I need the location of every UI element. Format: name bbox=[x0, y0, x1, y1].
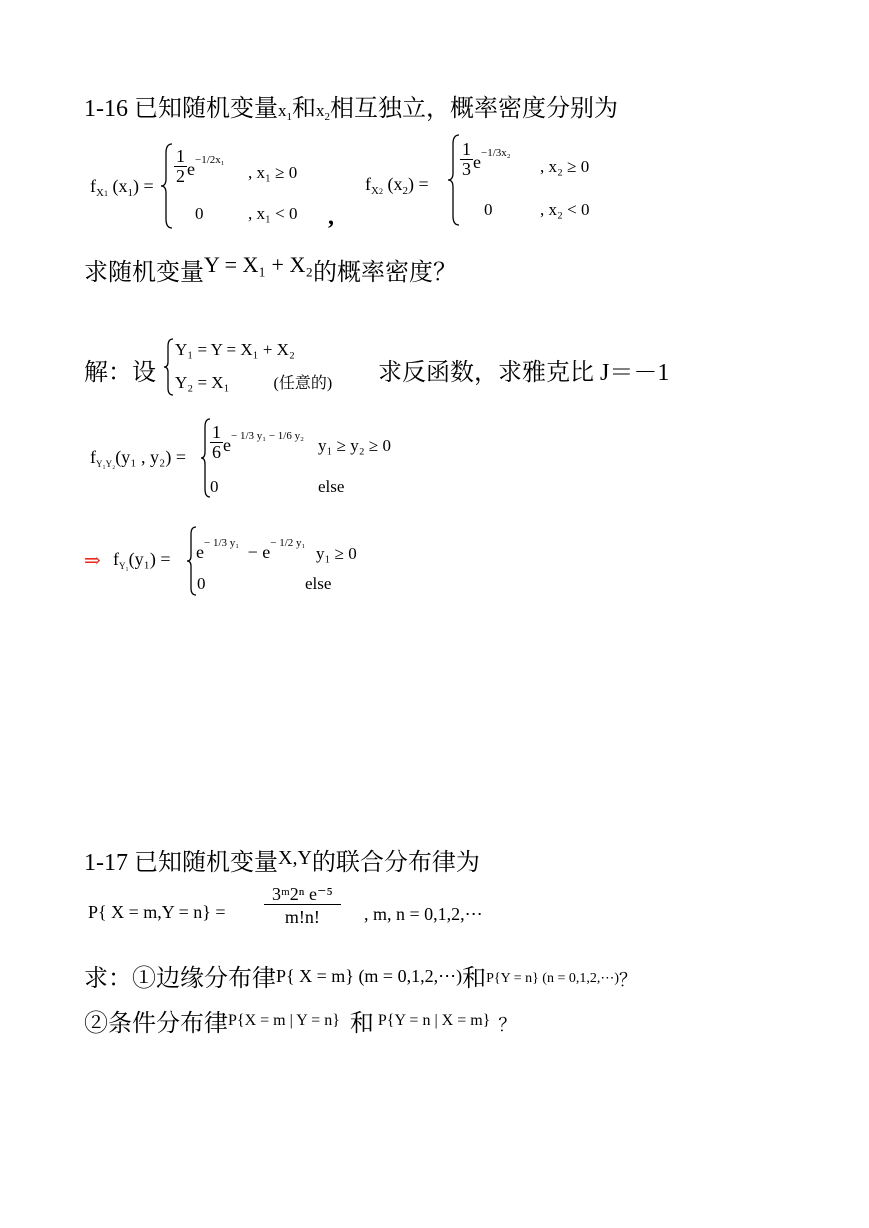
fx2-case1-value: $\frac{1}{3}$ $e^{-1/3x_2}$ bbox=[462, 139, 511, 179]
q1-and: 和 bbox=[462, 966, 487, 992]
q2-prefix: ②条件分布律 bbox=[84, 1011, 228, 1037]
marginal-case1-value: e− 1/3 y₁ − e− 1/2 y₁ bbox=[196, 537, 306, 562]
heading-vars: X,Y bbox=[278, 847, 312, 869]
solution-suffix: 求反函数，求雅克比 J＝－1 bbox=[378, 360, 670, 386]
solution-prefix: 解：设 bbox=[84, 360, 156, 386]
question-1 bbox=[84, 958, 637, 993]
q2-formula-2: P{Y = n | X = m} bbox=[377, 1012, 491, 1029]
heading-suffix: 的联合分布律为 bbox=[311, 850, 480, 876]
question-suffix: 的概率密度？ bbox=[313, 260, 458, 286]
joint-case2-condition: else bbox=[318, 477, 345, 496]
joint-lhs: $f_{Y_1Y_2}(y_1$ , y₂) = bbox=[90, 447, 186, 469]
heading-suffix: 相互独立，概率密度分别为 bbox=[330, 96, 618, 122]
q2-and: 和 bbox=[349, 1011, 374, 1037]
problem-1-16-question bbox=[84, 252, 457, 287]
var-x1: $x_1$ bbox=[278, 101, 292, 123]
fx2-lhs: $f_{X2}$ $(x_2)$ = bbox=[365, 174, 429, 197]
pmf-condition: , m, n = 0,1,2,⋯ bbox=[364, 904, 483, 924]
joint-case1-condition: y₁ ≥ y₂ ≥ 0 bbox=[318, 436, 392, 455]
fx2-case1-condition: , x₂ ≥ 0 bbox=[540, 157, 590, 176]
question-formula: Y = X₁ + X₂ bbox=[204, 252, 314, 277]
system-line-2: Y₂ = X₁ (任意的) bbox=[175, 373, 333, 392]
fx1-case1-condition: , x₁ ≥ 0 bbox=[248, 163, 298, 182]
pmf-fraction bbox=[264, 885, 341, 927]
system-brace bbox=[163, 338, 175, 396]
question-2 bbox=[84, 1003, 516, 1038]
fx2-case2-condition: , x₂ < 0 bbox=[540, 200, 590, 219]
and-text: 和 bbox=[292, 96, 316, 122]
marginal-case2-condition: else bbox=[305, 574, 332, 593]
marginal-case1-condition: y₁ ≥ 0 bbox=[316, 544, 357, 563]
q1-formula-2: P{Y = n} (n = 0,1,2,⋯) bbox=[486, 971, 620, 986]
marginal-lhs: $f_{Y_1}(y_1)$ = bbox=[113, 549, 171, 571]
fx1-case1-value: $\frac{1}{2}$ $e^{-1/2x_1}$ bbox=[176, 146, 225, 186]
pmf-numerator: 3ᵐ2ⁿ e⁻⁵ bbox=[264, 885, 341, 905]
pmf-denominator: m!n! bbox=[284, 906, 320, 927]
heading-prefix: 1-17 已知随机变量 bbox=[84, 850, 278, 876]
marginal-case2-value: 0 bbox=[197, 574, 206, 593]
heading-prefix: 1-16 已知随机变量 bbox=[84, 96, 278, 122]
separator-comma: , bbox=[328, 204, 334, 230]
joint-case2-value: 0 bbox=[210, 477, 219, 496]
q1-formula-1: P{ X = m} (m = 0,1,2,⋯) bbox=[276, 966, 463, 986]
fx2-brace bbox=[447, 134, 461, 226]
system-line-2-note: (任意的) bbox=[273, 375, 333, 392]
fx1-brace bbox=[160, 143, 174, 229]
problem-1-16-heading bbox=[84, 88, 618, 123]
fx2-case2-value: 0 bbox=[484, 200, 493, 219]
q1-prefix: 求：①边缘分布律 bbox=[84, 966, 276, 992]
pmf-lhs: P{ X = m,Y = n} = bbox=[88, 902, 226, 922]
joint-case1-value: $\frac{1}{6}$ $e^{- 1/3 y_1 - 1/6 y_2}$ bbox=[212, 422, 304, 462]
q2-end: ？ bbox=[498, 1015, 517, 1035]
fx1-lhs: $f_{X1}$ $(x_1)$ = bbox=[90, 176, 154, 199]
question-prefix: 求随机变量 bbox=[84, 260, 204, 286]
fx1-case2-value: 0 bbox=[195, 204, 204, 223]
var-x2: $x_2$ bbox=[316, 101, 330, 123]
implies-arrow: ⇒ bbox=[84, 550, 101, 572]
q2-formula-1: P{X = m | Y = n} bbox=[228, 1012, 340, 1029]
problem-1-17-heading bbox=[84, 842, 480, 877]
system-line-1: Y₁ = Y = X₁ + X₂ bbox=[175, 340, 295, 359]
q1-end: ？ bbox=[619, 970, 638, 990]
fx1-case2-condition: , x₁ < 0 bbox=[248, 204, 298, 223]
